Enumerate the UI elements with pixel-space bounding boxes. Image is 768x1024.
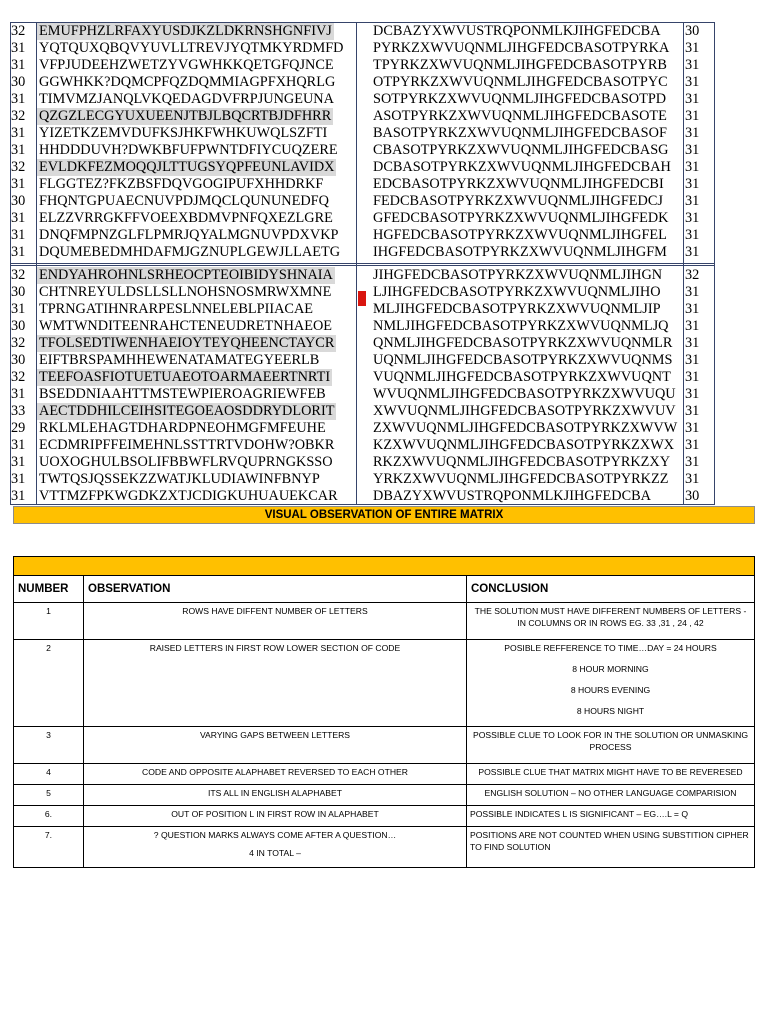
row-letter-count-left: 31 — [11, 176, 26, 192]
cipher-code-row: TFOLSEDTIWENHAEIOYTEYQHEENCTAYCR — [39, 335, 335, 351]
row-letter-count-right: 31 — [685, 193, 700, 209]
alphabet-row: PYRKZXWVUQNMLJIHGFEDCBASOTPYRKA — [373, 40, 670, 56]
row-letter-count-right: 32 — [685, 267, 700, 283]
alphabet-row: MLJIHGFEDCBASOTPYRKZXWVUQNMLJIP — [373, 301, 661, 317]
observation-text: RAISED LETTERS IN FIRST ROW LOWER SECTION OF CODE — [149, 643, 401, 653]
conclusion-text: ENGLISH SOLUTION – NO OTHER LANGUAGE COMPARISION — [484, 788, 737, 798]
row-letter-count-right: 31 — [685, 244, 700, 260]
alphabet-row: CBASOTPYRKZXWVUQNMLJIHGFEDCBASG — [373, 142, 669, 158]
matrix-row — [11, 176, 714, 193]
matrix-row — [11, 301, 714, 318]
observation-text: 4 IN TOTAL – — [249, 848, 301, 858]
conclusion-cell — [467, 764, 754, 784]
cipher-code-row: VFPJUDEEHZWETZYVGWHKKQETGFQJNCE — [39, 57, 334, 73]
conclusion-text: POSIBLE REFFERENCE TO TIME…DAY = 24 HOURS — [504, 643, 717, 653]
cipher-code-row: ELZZVRRGKFFVOEEXBDMVPNFQXEZLGRE — [39, 210, 333, 226]
row-letter-count-left: 31 — [11, 471, 26, 487]
matrix-row — [11, 142, 714, 159]
row-letter-count-left: 32 — [11, 23, 26, 39]
row-letter-count-right: 31 — [685, 227, 700, 243]
matrix-row — [11, 193, 714, 210]
row-number: 4 — [14, 764, 84, 784]
row-number: 3 — [14, 727, 84, 763]
cipher-code-row: BSEDDNIAAHTTMSTEWPIEROAGRIEWFEB — [39, 386, 326, 402]
matrix-row — [11, 159, 714, 176]
observation-cell — [84, 603, 467, 639]
alphabet-row: KZXWVUQNMLJIHGFEDCBASOTPYRKZXWX — [373, 437, 675, 453]
row-letter-count-left: 31 — [11, 210, 26, 226]
conclusion-cell — [467, 603, 754, 639]
matrix-row — [11, 352, 714, 369]
observation-text: VARYING GAPS BETWEEN LETTERS — [199, 730, 351, 740]
row-number: 6. — [14, 806, 84, 826]
alphabet-row: UQNMLJIHGFEDCBASOTPYRKZXWVUQNMS — [373, 352, 673, 368]
observation-cell — [84, 785, 467, 805]
cipher-code-row: ECDMRIPFFEIMEHNLSSTTRTVDOHW?OBKR — [39, 437, 335, 453]
matrix-row — [11, 23, 714, 40]
cipher-code-row: GGWHKK?DQMCPFQZDQMMIAGPFXHQRLG — [39, 74, 336, 90]
cipher-code-row: RKLMLEHAGTDHARDPNEOHMGFMFEUHE — [39, 420, 326, 436]
table-row — [14, 603, 754, 640]
cipher-code-row: YQTQUXQBQVYUVLLTREVJYQTMKYRDMFD — [39, 40, 344, 56]
row-letter-count-left: 30 — [11, 193, 26, 209]
row-letter-count-left: 32 — [11, 335, 26, 351]
observation-banner: VISUAL OBSERVATION OF ENTIRE MATRIX — [13, 506, 755, 524]
cipher-code-row: EMUFPHZLRFAXYUSDJKZLDKRNSHGNFIVJ — [39, 23, 332, 39]
conclusion-cell — [467, 806, 754, 826]
row-letter-count-right: 30 — [685, 23, 700, 39]
cipher-code-row: WMTWNDITEENRAHCTENEUDRETNHAEOE — [39, 318, 333, 334]
row-letter-count-right: 31 — [685, 386, 700, 402]
row-letter-count-right: 31 — [685, 335, 700, 351]
row-letter-count-right: 31 — [685, 159, 700, 175]
row-letter-count-right: 31 — [685, 210, 700, 226]
alphabet-row: DBAZYXWVUSTRQPONMLKJIHGFEDCBA — [373, 488, 652, 504]
table-header-bar — [14, 557, 754, 576]
row-letter-count-right: 31 — [685, 176, 700, 192]
observation-text: ? QUESTION MARKS ALWAYS COME AFTER A QUESTION… — [153, 830, 397, 840]
alphabet-row: RKZXWVUQNMLJIHGFEDCBASOTPYRKZXY — [373, 454, 671, 470]
conclusion-text: 8 HOURS EVENING — [570, 685, 651, 695]
matrix-row — [11, 420, 714, 437]
cipher-code-row: TPRNGATIHNRARPESLNNELEBLPIIACAE — [39, 301, 314, 317]
row-letter-count-right: 31 — [685, 403, 700, 419]
table-row — [14, 640, 754, 727]
alphabet-row: OTPYRKZXWVUQNMLJIHGFEDCBASOTPYC — [373, 74, 668, 90]
alphabet-row: ZXWVUQNMLJIHGFEDCBASOTPYRKZXWVW — [373, 420, 678, 436]
row-number: 2 — [14, 640, 84, 726]
cipher-code-row: TEEFOASFIOTUETUAEOTOARMAEERTNRTI — [39, 369, 331, 385]
conclusion-cell — [467, 785, 754, 805]
table-row — [14, 785, 754, 806]
observation-text: ITS ALL IN ENGLISH ALAPHABET — [208, 788, 342, 798]
row-letter-count-left: 29 — [11, 420, 26, 436]
matrix-row — [11, 437, 714, 454]
observation-cell — [84, 727, 467, 763]
table-row — [14, 764, 754, 785]
cipher-code-row: DNQFMPNZGLFLPMRJQYALMGNUVPDXVKP — [39, 227, 339, 243]
conclusion-text: THE SOLUTION MUST HAVE DIFFERENT NUMBERS OF LETTERS - IN COLUMNS OR IN ROWS EG. 33 ,31 , 24 , 42 — [474, 606, 747, 628]
matrix-row — [11, 91, 714, 108]
conclusion-text: POSITIONS ARE NOT COUNTED WHEN USING SUBSTITION CIPHER TO FIND SOLUTION — [470, 830, 749, 852]
row-letter-count-left: 31 — [11, 125, 26, 141]
row-letter-count-left: 30 — [11, 318, 26, 334]
row-letter-count-left: 32 — [11, 267, 26, 283]
row-letter-count-left: 31 — [11, 437, 26, 453]
row-letter-count-left: 31 — [11, 57, 26, 73]
row-letter-count-right: 31 — [685, 437, 700, 453]
cipher-code-row: HHDDDUVH?DWKBFUFPWNTDFIYCUQZERE — [39, 142, 338, 158]
row-letter-count-right: 31 — [685, 471, 700, 487]
row-letter-count-right: 31 — [685, 74, 700, 90]
cipher-code-row: TWTQSJQSSEKZZWATJKLUDIAWINFBNYP — [39, 471, 320, 487]
alphabet-row: HGFEDCBASOTPYRKZXWVUQNMLJIHGFEL — [373, 227, 667, 243]
row-letter-count-right: 31 — [685, 91, 700, 107]
row-letter-count-right: 31 — [685, 125, 700, 141]
cipher-code-row: ENDYAHROHNLSRHEOCPTEOIBIDYSHNAIA — [39, 267, 333, 283]
cipher-code-row: DQUMEBEDMHDAFMJGZNUPLGEWJLLAETG — [39, 244, 341, 260]
cipher-code-row: FHQNTGPUAECNUVPDJMQCLQUNUNEDFQ — [39, 193, 329, 209]
conclusion-cell — [467, 727, 754, 763]
observation-text: OUT OF POSITION L IN FIRST ROW IN ALAPHABET — [171, 809, 379, 819]
table-row — [14, 727, 754, 764]
row-number: 5 — [14, 785, 84, 805]
conclusion-text: POSSIBLE INDICATES L IS SIGNIFICANT – EG….L = Q — [470, 809, 689, 819]
observation-text: ROWS HAVE DIFFENT NUMBER OF LETTERS — [182, 606, 368, 616]
row-letter-count-right: 30 — [685, 488, 700, 504]
alphabet-row: QNMLJIHGFEDCBASOTPYRKZXWVUQNMLR — [373, 335, 673, 351]
row-letter-count-right: 31 — [685, 284, 700, 300]
table-row — [14, 806, 754, 827]
alphabet-row: EDCBASOTPYRKZXWVUQNMLJIHGFEDCBI — [373, 176, 664, 192]
cipher-code-row: TIMVMZJANQLVKQEDAGDVFRPJUNGEUNA — [39, 91, 334, 107]
alphabet-row: SOTPYRKZXWVUQNMLJIHGFEDCBASOTPD — [373, 91, 667, 107]
row-letter-count-left: 30 — [11, 74, 26, 90]
header-conclusion: CONCLUSION — [471, 583, 549, 595]
matrix-row — [11, 227, 714, 244]
cipher-code-row: YIZETKZEMVDUFKSJHKFWHKUWQLSZFTI — [39, 125, 328, 141]
alphabet-row: TPYRKZXWVUQNMLJIHGFEDCBASOTPYRB — [373, 57, 667, 73]
conclusion-text: POSSIBLE CLUE THAT MATRIX MIGHT HAVE TO BE REVERESED — [478, 767, 743, 777]
alphabet-row: JIHGFEDCBASOTPYRKZXWVUQNMLJIHGN — [373, 267, 663, 283]
row-letter-count-right: 31 — [685, 108, 700, 124]
matrix-row — [11, 488, 714, 505]
row-letter-count-left: 31 — [11, 301, 26, 317]
row-letter-count-left: 31 — [11, 227, 26, 243]
row-letter-count-left: 31 — [11, 386, 26, 402]
matrix-row — [11, 57, 714, 74]
alphabet-row: IHGFEDCBASOTPYRKZXWVUQNMLJIHGFM — [373, 244, 667, 260]
observation-cell — [84, 764, 467, 784]
table-row — [14, 827, 754, 867]
row-letter-count-right: 31 — [685, 369, 700, 385]
conclusion-cell — [467, 827, 754, 867]
section-divider — [11, 265, 714, 266]
matrix-row — [11, 108, 714, 125]
matrix-row — [11, 403, 714, 420]
alphabet-row: GFEDCBASOTPYRKZXWVUQNMLJIHGFEDK — [373, 210, 669, 226]
row-number: 1 — [14, 603, 84, 639]
header-number: NUMBER — [14, 576, 84, 602]
alphabet-row: YRKZXWVUQNMLJIHGFEDCBASOTPYRKZZ — [373, 471, 669, 487]
row-letter-count-right: 31 — [685, 318, 700, 334]
row-letter-count-right: 31 — [685, 40, 700, 56]
matrix-row — [11, 125, 714, 142]
conclusion-text: 8 HOUR MORNING — [572, 664, 649, 674]
row-letter-count-right: 31 — [685, 57, 700, 73]
cipher-code-row: FLGGTEZ?FKZBSFDQVGOGIPUFXHHDRKF — [39, 176, 324, 192]
alphabet-row: VUQNMLJIHGFEDCBASOTPYRKZXWVUQNT — [373, 369, 671, 385]
row-letter-count-left: 31 — [11, 244, 26, 260]
observation-cell — [84, 806, 467, 826]
section-divider — [11, 263, 714, 264]
matrix-row — [11, 40, 714, 57]
matrix-row — [11, 369, 714, 386]
alphabet-row: DCBASOTPYRKZXWVUQNMLJIHGFEDCBAH — [373, 159, 671, 175]
row-letter-count-left: 30 — [11, 284, 26, 300]
row-letter-count-left: 32 — [11, 108, 26, 124]
matrix-row — [11, 386, 714, 403]
matrix-row — [11, 210, 714, 227]
row-letter-count-left: 30 — [11, 352, 26, 368]
alphabet-row: ASOTPYRKZXWVUQNMLJIHGFEDCBASOTE — [373, 108, 667, 124]
row-letter-count-right: 31 — [685, 454, 700, 470]
observation-text: CODE AND OPPOSITE ALAPHABET REVERSED TO EACH OTHER — [142, 767, 408, 777]
alphabet-row: FEDCBASOTPYRKZXWVUQNMLJIHGFEDCJ — [373, 193, 663, 209]
matrix-row — [11, 454, 714, 471]
row-letter-count-left: 32 — [11, 369, 26, 385]
header-observation: OBSERVATION — [84, 576, 467, 602]
conclusion-text: POSSIBLE CLUE TO LOOK FOR IN THE SOLUTION OR UNMASKING PROCESS — [472, 730, 749, 752]
matrix-row — [11, 318, 714, 335]
cipher-matrix — [10, 22, 715, 505]
cipher-code-row: EVLDKFEZMOQQJLTTUGSYQPFEUNLAVIDX — [39, 159, 335, 175]
matrix-row — [11, 244, 714, 261]
conclusion-text: 8 HOURS NIGHT — [576, 706, 645, 716]
alphabet-row: WVUQNMLJIHGFEDCBASOTPYRKZXWVUQU — [373, 386, 676, 402]
cipher-code-row: QZGZLECGYUXUEENJTBJLBQCRTBJDFHRR — [39, 108, 332, 124]
row-letter-count-left: 31 — [11, 454, 26, 470]
row-letter-count-right: 31 — [685, 301, 700, 317]
row-letter-count-left: 33 — [11, 403, 26, 419]
cipher-code-row: CHTNREYULDSLLSLLNOHSNOSMRWXMNE — [39, 284, 332, 300]
observation-cell — [84, 827, 467, 867]
row-letter-count-left: 31 — [11, 40, 26, 56]
row-letter-count-right: 31 — [685, 142, 700, 158]
alphabet-row: XWVUQNMLJIHGFEDCBASOTPYRKZXWVUV — [373, 403, 676, 419]
cipher-code-row: UOXOGHULBSOLIFBBWFLRVQUPRNGKSSO — [39, 454, 333, 470]
row-letter-count-left: 31 — [11, 142, 26, 158]
row-letter-count-right: 31 — [685, 352, 700, 368]
matrix-row — [11, 335, 714, 352]
observation-table — [13, 556, 755, 868]
row-letter-count-left: 31 — [11, 488, 26, 504]
cipher-code-row: AECTDDHILCEIHSITEGOEAOSDDRYDLORIT — [39, 403, 335, 419]
alphabet-row: BASOTPYRKZXWVUQNMLJIHGFEDCBASOF — [373, 125, 667, 141]
row-letter-count-right: 31 — [685, 420, 700, 436]
row-letter-count-left: 31 — [11, 91, 26, 107]
matrix-row — [11, 74, 714, 91]
alphabet-row: LJIHGFEDCBASOTPYRKZXWVUQNMLJIHO — [373, 284, 661, 300]
matrix-row — [11, 284, 714, 301]
row-letter-count-left: 32 — [11, 159, 26, 175]
matrix-row — [11, 471, 714, 488]
row-number: 7. — [14, 827, 84, 867]
observation-cell — [84, 640, 467, 726]
conclusion-cell — [467, 640, 754, 726]
alphabet-row: DCBAZYXWVUSTRQPONMLKJIHGFEDCBA — [373, 23, 661, 39]
cipher-code-row: EIFTBRSPAMHHEWENATAMATEGYEERLB — [39, 352, 320, 368]
table-header-row — [14, 576, 754, 603]
matrix-row — [11, 267, 714, 284]
cipher-code-row: VTTMZFPKWGDKZXTJCDIGKUHUAUEKCAR — [39, 488, 338, 504]
alphabet-row: NMLJIHGFEDCBASOTPYRKZXWVUQNMLJQ — [373, 318, 669, 334]
